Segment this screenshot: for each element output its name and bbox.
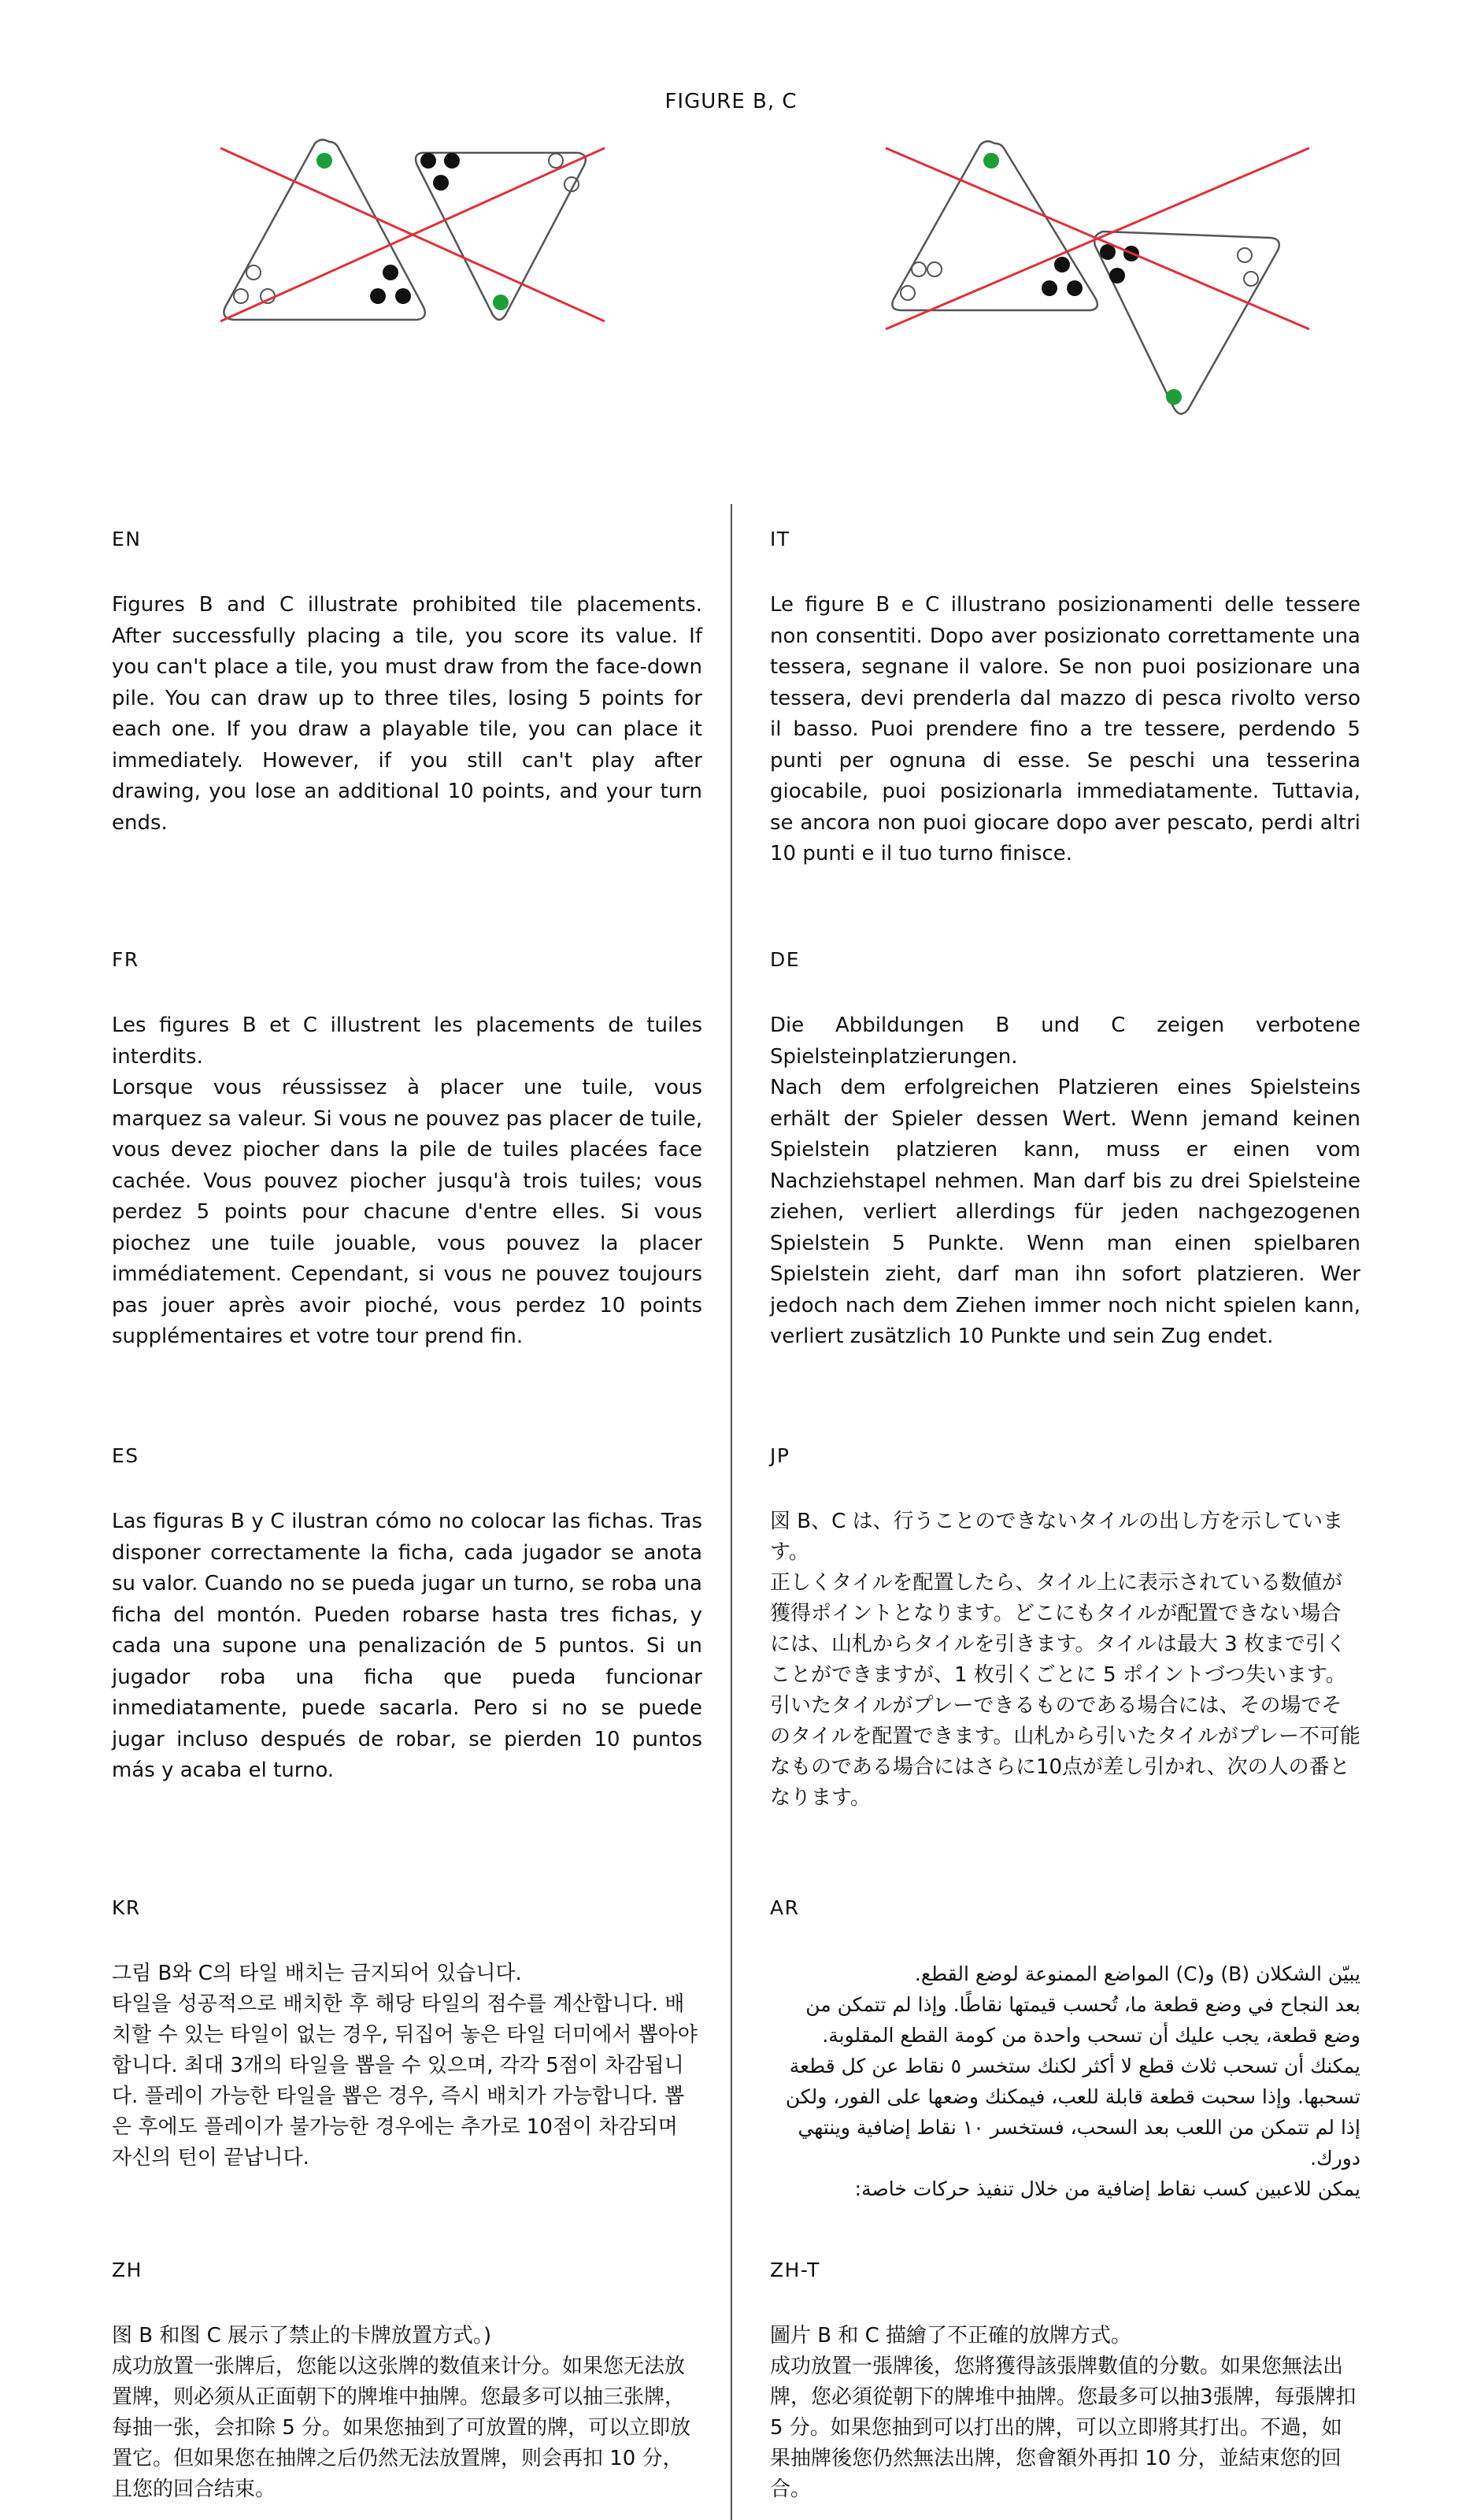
- language-code: IT: [770, 528, 790, 550]
- white-dot: [549, 154, 563, 168]
- section-fr: [112, 948, 702, 1353]
- section-zh-t: [770, 2259, 1360, 2505]
- figure-title: FIGURE B, C: [664, 90, 798, 113]
- black-dot: [420, 153, 436, 169]
- white-dot: [901, 286, 915, 300]
- language-code: ES: [112, 1444, 139, 1467]
- section-es: [112, 1444, 702, 1787]
- language-code: EN: [112, 528, 142, 550]
- black-dot: [1042, 280, 1057, 296]
- section-text: Les figures B et C illustrent les placements de tuiles interdits. Lorsque vous réussissez à placer une tuile, vous marquez sa valeur. Si vous ne pouvez pas placer de tuile, vous devez piocher dans la pile de tuiles placées face cachée. Vous pouvez piocher jusqu'à trois tuiles; vous perdez 5 points pour chacune d'entre elles. Si vous piochez une tuile jouable, vous pouvez la placer immédiatement. Cependant, si vous ne pouvez toujours pas jouer après avoir pioché, vous perdez 10 points supplémentaires et votre tour prend fin.: [112, 1014, 702, 1348]
- section-text: Figures B and C illustrate prohibited tile placements. After successfully placing a tile, you score its value. If you can't place a tile, you must draw from the face-down pile. You can draw up to three tiles, losing 5 points for each one. If you draw a playable tile, you can place it immediately. However, if you still can't play after drawing, you lose an additional 10 points, and your turn ends.: [112, 593, 702, 835]
- green-dot: [983, 153, 999, 169]
- green-dot: [316, 153, 332, 169]
- black-dot: [395, 288, 411, 304]
- language-code: JP: [770, 1444, 790, 1467]
- section-de: [770, 948, 1360, 1353]
- section-en: [112, 528, 702, 839]
- language-code: KR: [112, 1896, 141, 1919]
- section-text: يبيّن الشكلان (B) و(C) المواضع الممنوعة لوضع القطع. بعد النجاح في وضع قطعة ما، تُحسب قيمتها نقاطًا. وإذا لم تتمكن من وضع قطعة، يجب عليك أن تسحب واحدة من كومة القطع المقلوبة. يمكنك أن تسحب ثلاث قطع لا أكثر لكنك ستخسر ٥ نقاط عن كل قطعة تسحبها. وإذا سحبت قطعة قابلة للعب، فيمكنك وضعها على الفور، ولكن إذا لم تتمكن من اللعب بعد السحب، فستخسر ١٠ نقاط إضافية وينتهي دورك. يمكن للاعبين كسب نقاط إضافية من خلال تنفيذ حركات خاصة:: [785, 1962, 1360, 2200]
- column-divider: [731, 504, 732, 2520]
- black-dot: [433, 175, 449, 191]
- section-text: Le figure B e C illustrano posizionamenti delle tessere non consentiti. Dopo aver posizionato correttamente una tessera, segnane il valore. Se non puoi posizionare una tessera, devi prenderla dal mazzo di pesca rivolto verso il basso. Puoi prendere fino a tre tessere, perdendo 5 punti per ognuna di esse. Se peschi una tesserina giocabile, puoi posizionarla immediatamente. Tuttavia, se ancora non puoi giocare dopo aver pescato, perdi altri 10 punti e il tuo turno finisce.: [770, 593, 1360, 865]
- section-jp: [770, 1444, 1360, 1814]
- section-text: 圖片 B 和 C 描繪了不正確的放牌方式。 成功放置一張牌後，您將獲得該張牌數值的分數。如果您無法出牌，您必須從朝下的牌堆中抽牌。您最多可以抽3張牌，每張牌扣 5 分。如果您抽到可以打出的牌，可以立即將其打出。不過，如果抽牌後您仍然無法出牌，您會額外再扣 10 分，並結束您的回合。: [770, 2324, 1357, 2501]
- section-zh: [112, 2259, 702, 2505]
- black-dot: [370, 288, 386, 304]
- section-text: 図 B、C は、行うことのできないタイルの出し方を示しています。 正しくタイルを配置したら、タイル上に表示されている数値が獲得ポイントとなります。どこにもタイルが配置できない場合には、山札からタイルを引きます。タイルは最大 3 枚まで引くことができますが、1 枚引くごとに 5 ポイントづつ失います。引いたタイルがプレーできるものである場合には、その場でそのタイルを配置できます。山札から引いたタイルがプレー不可能なものである場合にはさらに10点が差し引かれ、次の人の番となります。: [770, 1510, 1360, 1810]
- green-dot: [1166, 389, 1182, 405]
- language-code: FR: [112, 948, 139, 971]
- white-dot: [1244, 272, 1258, 286]
- black-dot: [444, 153, 460, 169]
- white-dot: [246, 265, 261, 280]
- section-ar: [770, 1896, 1360, 2204]
- section-text: 图 B 和图 C 展示了禁止的卡牌放置方式。) 成功放置一张牌后，您能以这张牌的数值来计分。如果您无法放置牌，则必须从正面朝下的牌堆中抽牌。您最多可以抽三张牌，每抽一张，会扣除 5 分。如果您抽到了可放置的牌，可以立即放置它。但如果您在抽牌之后仍然无法放置牌，则会再扣 10 分，且您的回合结束。: [112, 2324, 691, 2501]
- black-dot: [383, 265, 398, 280]
- language-code: ZH-T: [770, 2259, 820, 2281]
- section-text: 그림 B와 C의 타일 배치는 금지되어 있습니다. 타일을 성공적으로 배치한 후 해당 타일의 점수를 계산합니다. 배치할 수 있는 타일이 없는 경우, 뒤집어 놓은 타일 더미에서 뽑아야 합니다. 최대 3개의 타일을 뽑을 수 있으며, 각각 5점이 차감됩니다. 플레이 가능한 타일을 뽑은 경우, 즉시 배치가 가능합니다. 뽑은 후에도 플레이가 불가능한 경우에는 추가로 10점이 차감되며 자신의 턴이 끝납니다.: [112, 1962, 698, 2170]
- white-dot: [927, 262, 942, 276]
- white-dot: [234, 289, 248, 303]
- figure-c-diagram: [878, 134, 1319, 433]
- section-kr: [112, 1896, 702, 2174]
- section-text: Las figuras B y C ilustran cómo no colocar las fichas. Tras disponer correctamente la ficha, cada jugador se anota su valor. Cuando no se pueda jugar un turno, se roba una ficha del montón. Pueden robarse hasta tres fichas, y cada una supone una penalización de 5 puntos. Si un jugador roba una ficha que pueda funcionar inmediatamente, puede sacarla. Pero si no se puede jugar incluso después de robar, se pierden 10 puntos más y acaba el turno.: [112, 1510, 702, 1782]
- white-dot: [912, 262, 926, 276]
- language-code: AR: [770, 1896, 800, 1919]
- black-dot: [1067, 280, 1083, 296]
- language-code: ZH: [112, 2259, 142, 2281]
- white-dot: [1238, 248, 1252, 262]
- section-text: Die Abbildungen B und C zeigen verbotene Spielsteinplatzierungen. Nach dem erfolgreichen Platzieren eines Spielsteins erhält der Spieler dessen Wert. Wenn jemand keinen Spielstein platzieren kann, muss er einen vom Nachziehstapel nehmen. Man darf bis zu drei Spielsteine ziehen, verliert allerdings für jeden nachgezogenen Spielstein 5 Punkte. Wenn man einen spielbaren Spielstein zieht, darf man ihn sofort platzieren. Wer jedoch nach dem Ziehen immer noch nicht spielen kann, verliert zusätzlich 10 Punkte und sein Zug endet.: [770, 1014, 1360, 1348]
- section-it: [770, 528, 1360, 870]
- black-dot: [1109, 268, 1125, 284]
- figure-b-diagram: [211, 134, 636, 339]
- black-dot: [1054, 257, 1070, 272]
- language-code: DE: [770, 948, 801, 971]
- green-dot: [493, 295, 509, 310]
